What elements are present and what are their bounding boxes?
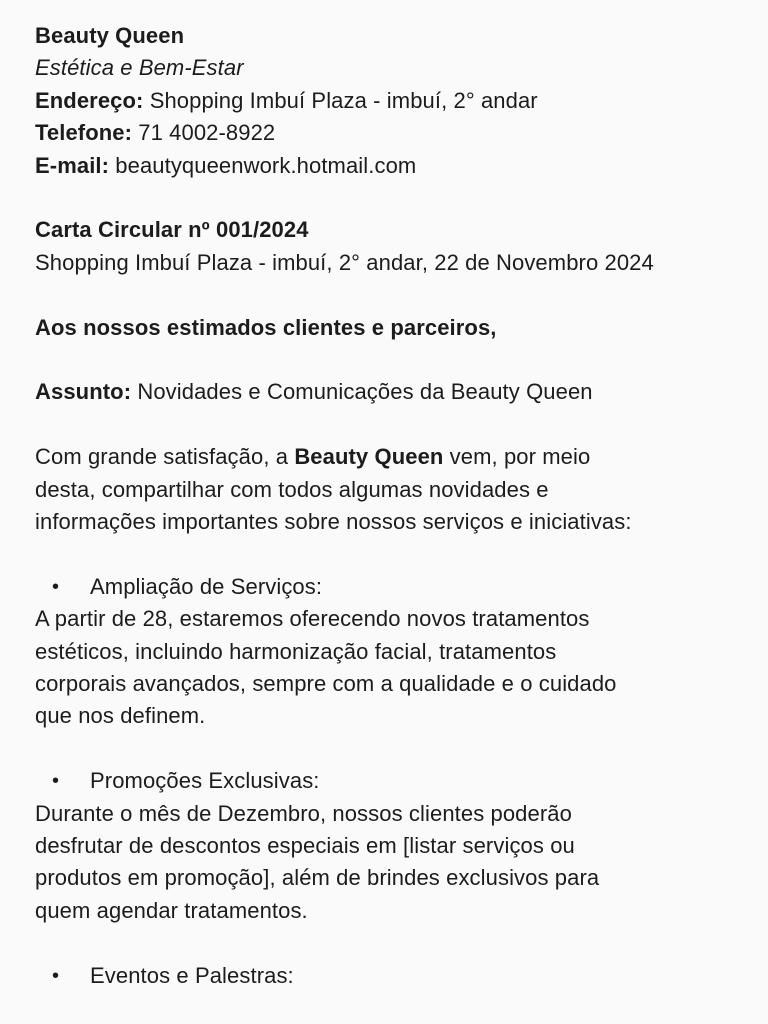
- bullet-icon: •: [52, 575, 60, 598]
- company-tagline: Estética e Bem-Estar: [35, 55, 244, 81]
- section-body-line: quem agendar tratamentos.: [35, 897, 308, 923]
- letter-title: Carta Circular nº 001/2024: [35, 217, 309, 243]
- spacer: [35, 409, 755, 441]
- spacer: [35, 182, 755, 214]
- spacer: [35, 927, 755, 959]
- section-body-line: A partir de 28, estaremos oferecendo novos tratamentos: [35, 606, 590, 632]
- intro-brand: Beauty Queen: [294, 444, 444, 470]
- subject-label: Assunto:: [35, 379, 132, 405]
- phone-label: Telefone:: [35, 120, 133, 146]
- subject-line: [35, 376, 755, 408]
- section-body-line: corporais avançados, sempre com a qualidade e o cuidado: [35, 671, 617, 697]
- bullet-icon: •: [52, 964, 60, 987]
- email-label: E-mail:: [35, 152, 110, 178]
- subject-value: Novidades e Comunicações da Beauty Queen: [131, 379, 593, 405]
- spacer: [35, 538, 755, 570]
- bullet-icon: •: [52, 770, 60, 793]
- intro-line: informações importantes sobre nossos serviços e iniciativas:: [35, 509, 632, 535]
- spacer: [35, 733, 755, 765]
- section-body-line: Durante o mês de Dezembro, nossos clientes poderão: [35, 800, 572, 826]
- phone-value: 71 4002-8922: [132, 120, 276, 146]
- salutation: Aos nossos estimados clientes e parceiros,: [35, 314, 497, 340]
- place-date: Shopping Imbuí Plaza - imbuí, 2° andar, 22 de Novembro 2024: [35, 249, 654, 275]
- section-body-line: desfrutar de descontos especiais em [listar serviços ou: [35, 833, 575, 859]
- phone-line: [35, 117, 755, 149]
- section-heading-promocoes: [35, 765, 755, 797]
- address-line: [35, 85, 755, 117]
- intro-text: vem, por meio: [443, 444, 591, 470]
- address-label: Endereço:: [35, 87, 144, 113]
- address-value: Shopping Imbuí Plaza - imbuí, 2° andar: [143, 87, 538, 113]
- section-body-line: estéticos, incluindo harmonização facial, tratamentos: [35, 638, 557, 664]
- section-heading-text: Promoções Exclusivas:: [90, 768, 320, 794]
- section-heading-servicos: [35, 571, 755, 603]
- section-heading-text: Eventos e Palestras:: [90, 962, 294, 988]
- email-value: beautyqueenwork.hotmail.com: [109, 152, 417, 178]
- intro-line: desta, compartilhar com todos algumas novidades e: [35, 476, 549, 502]
- spacer: [35, 279, 755, 311]
- section-body-line: produtos em promoção], além de brindes exclusivos para: [35, 865, 600, 891]
- spacer: [35, 344, 755, 376]
- intro-line: [35, 441, 755, 473]
- section-heading-text: Ampliação de Serviços:: [90, 573, 323, 599]
- section-heading-eventos: [35, 960, 755, 992]
- section-body-line: que nos definem.: [35, 703, 206, 729]
- company-name: Beauty Queen: [35, 23, 185, 48]
- circular-letter: [35, 20, 755, 992]
- email-line: [35, 150, 755, 182]
- intro-text: Com grande satisfação, a: [35, 444, 295, 470]
